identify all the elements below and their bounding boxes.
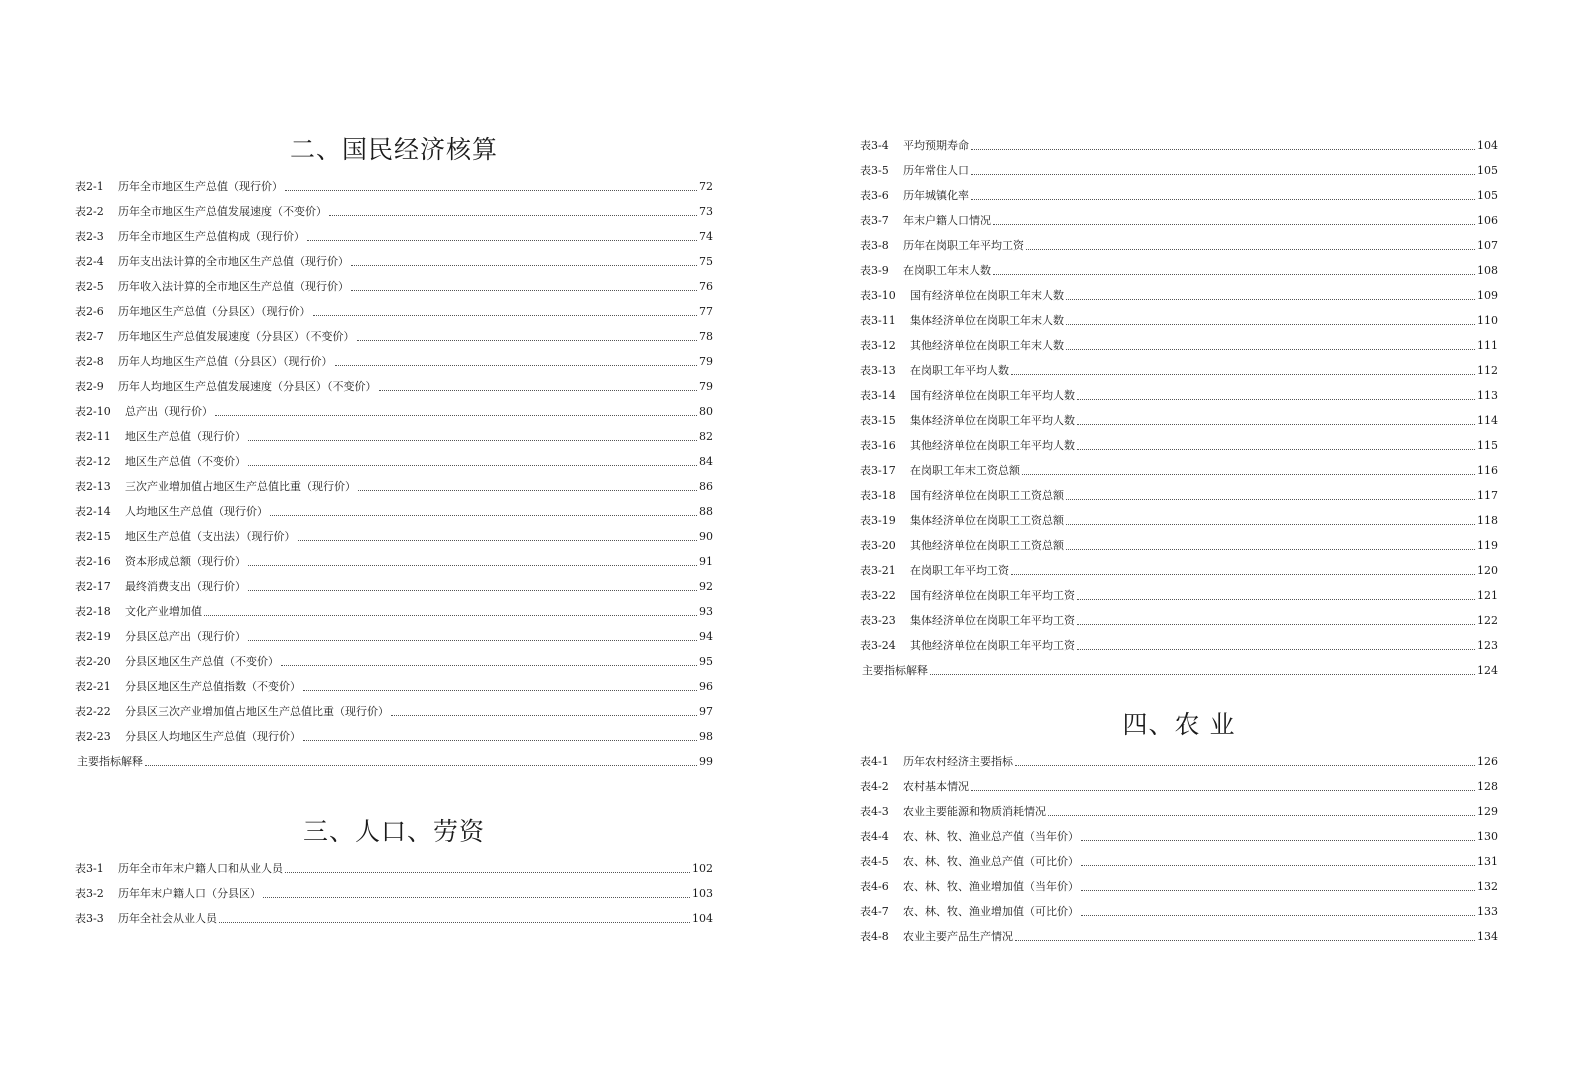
toc-entry[interactable]	[75, 420, 713, 445]
page-number: 97	[699, 705, 713, 718]
dot-leader	[307, 240, 697, 241]
table-number: 表2-20	[75, 655, 111, 668]
page-number: 99	[699, 755, 713, 768]
entry-title: 文化产业增加值	[125, 605, 202, 618]
toc-entry[interactable]	[860, 529, 1498, 554]
dot-leader	[1066, 499, 1475, 500]
table-number: 表3-12	[860, 339, 896, 352]
table-number: 表2-4	[75, 255, 104, 268]
entry-title: 年末户籍人口情况	[903, 214, 991, 227]
toc-entry[interactable]	[860, 304, 1498, 329]
page-number: 118	[1477, 514, 1498, 527]
entry-title: 主要指标解释	[862, 664, 928, 677]
dot-leader	[1015, 765, 1475, 766]
dot-leader	[1022, 474, 1475, 475]
toc-entry[interactable]	[860, 504, 1498, 529]
dot-leader	[1081, 840, 1475, 841]
toc-entry[interactable]	[75, 695, 713, 720]
dot-leader	[204, 615, 697, 616]
table-number: 表3-21	[860, 564, 896, 577]
table-number: 表4-1	[860, 755, 889, 768]
table-number: 表3-4	[860, 139, 889, 152]
page-number: 76	[699, 280, 713, 293]
entry-title: 平均预期寿命	[903, 139, 969, 152]
dot-leader	[1077, 424, 1475, 425]
dot-leader	[1066, 349, 1475, 350]
entry-title: 历年人均地区生产总值发展速度（分县区）（不变价）	[118, 380, 377, 393]
entry-title: 主要指标解释	[77, 755, 143, 768]
page-number: 96	[699, 680, 713, 693]
dot-leader	[1048, 815, 1475, 816]
dot-leader	[285, 190, 697, 191]
table-number: 表3-10	[860, 289, 896, 302]
page-number: 102	[692, 862, 713, 875]
page-number: 122	[1477, 614, 1498, 627]
dot-leader	[351, 290, 697, 291]
page-number: 133	[1477, 905, 1498, 918]
toc-list	[75, 852, 713, 927]
toc-list	[860, 129, 1498, 679]
entry-title: 在岗职工年末人数	[903, 264, 991, 277]
table-number: 表3-7	[860, 214, 889, 227]
dot-leader	[248, 640, 697, 641]
toc-entry[interactable]	[860, 229, 1498, 254]
toc-entry[interactable]	[75, 170, 713, 195]
entry-title: 其他经济单位在岗职工年末人数	[910, 339, 1064, 352]
entry-title: 历年全市地区生产总值发展速度（不变价）	[118, 205, 327, 218]
dot-leader	[270, 515, 697, 516]
dot-leader	[1066, 324, 1475, 325]
dot-leader	[303, 740, 697, 741]
table-number: 表3-22	[860, 589, 896, 602]
dot-leader	[1015, 940, 1475, 941]
entry-title: 集体经济单位在岗职工工资总额	[910, 514, 1064, 527]
table-number: 表3-13	[860, 364, 896, 377]
toc-entry[interactable]	[860, 379, 1498, 404]
page-number: 130	[1477, 830, 1498, 843]
toc-list	[860, 745, 1498, 945]
page-number: 92	[699, 580, 713, 593]
toc-list	[75, 170, 713, 770]
entry-title: 历年年末户籍人口（分县区）	[118, 887, 261, 900]
entry-title: 其他经济单位在岗职工工资总额	[910, 539, 1064, 552]
entry-title: 农、林、牧、渔业总产值（可比价）	[903, 855, 1079, 868]
dot-leader	[281, 665, 697, 666]
page-number: 94	[699, 630, 713, 643]
entry-title: 分县区三次产业增加值占地区生产总值比重（现行价）	[125, 705, 389, 718]
dot-leader	[285, 872, 690, 873]
entry-title: 历年支出法计算的全市地区生产总值（现行价）	[118, 255, 349, 268]
dot-leader	[335, 365, 698, 366]
dot-leader	[971, 790, 1475, 791]
table-number: 表3-20	[860, 539, 896, 552]
entry-title: 历年全市地区生产总值（现行价）	[118, 180, 283, 193]
toc-entry[interactable]	[75, 220, 713, 245]
table-number: 表2-14	[75, 505, 111, 518]
table-number: 表3-18	[860, 489, 896, 502]
table-number: 表2-12	[75, 455, 111, 468]
page-number: 126	[1477, 755, 1498, 768]
toc-entry[interactable]	[75, 902, 713, 927]
toc-entry[interactable]	[75, 245, 713, 270]
page-number: 119	[1477, 539, 1498, 552]
toc-entry[interactable]	[860, 479, 1498, 504]
entry-title: 历年常住人口	[903, 164, 969, 177]
toc-entry[interactable]	[75, 645, 713, 670]
entry-title: 其他经济单位在岗职工年平均人数	[910, 439, 1075, 452]
page-number: 79	[699, 380, 713, 393]
toc-entry[interactable]	[860, 579, 1498, 604]
section-agriculture	[860, 705, 1498, 945]
entry-title: 分县区地区生产总值指数（不变价）	[125, 680, 301, 693]
page-number: 134	[1477, 930, 1498, 943]
dot-leader	[1026, 249, 1475, 250]
entry-title: 分县区人均地区生产总值（现行价）	[125, 730, 301, 743]
page-number: 129	[1477, 805, 1498, 818]
page-number: 78	[699, 330, 713, 343]
dot-leader	[391, 715, 697, 716]
table-number: 表3-8	[860, 239, 889, 252]
table-number: 表2-18	[75, 605, 111, 618]
table-number: 表3-15	[860, 414, 896, 427]
toc-entry[interactable]	[860, 454, 1498, 479]
dot-leader	[1066, 299, 1475, 300]
table-number: 表2-3	[75, 230, 104, 243]
toc-entry[interactable]	[860, 604, 1498, 629]
toc-entry[interactable]	[75, 720, 713, 745]
table-number: 表2-23	[75, 730, 111, 743]
page-number: 109	[1477, 289, 1498, 302]
entry-title: 历年人均地区生产总值（分县区）（现行价）	[118, 355, 333, 368]
toc-entry[interactable]	[75, 620, 713, 645]
page-number: 132	[1477, 880, 1498, 893]
dot-leader	[971, 174, 1475, 175]
dot-leader	[1081, 890, 1475, 891]
page-number: 84	[699, 455, 713, 468]
table-number: 表4-8	[860, 930, 889, 943]
page-number: 73	[699, 205, 713, 218]
entry-title: 分县区地区生产总值（不变价）	[125, 655, 279, 668]
toc-entry[interactable]	[75, 270, 713, 295]
table-number: 表2-16	[75, 555, 111, 568]
toc-entry[interactable]	[75, 570, 713, 595]
entry-title: 集体经济单位在岗职工年末人数	[910, 314, 1064, 327]
page-number: 116	[1477, 464, 1498, 477]
toc-entry[interactable]	[75, 370, 713, 395]
entry-title: 在岗职工年末工资总额	[910, 464, 1020, 477]
toc-entry[interactable]	[860, 920, 1498, 945]
dot-leader	[379, 390, 698, 391]
page-number: 115	[1477, 439, 1498, 452]
dot-leader	[329, 215, 697, 216]
entry-title: 历年全社会从业人员	[118, 912, 217, 925]
table-number: 表2-7	[75, 330, 104, 343]
entry-title: 分县区总产出（现行价）	[125, 630, 246, 643]
toc-entry[interactable]	[75, 195, 713, 220]
entry-title: 国有经济单位在岗职工年平均人数	[910, 389, 1075, 402]
page-number: 103	[692, 887, 713, 900]
dot-leader	[303, 690, 697, 691]
section-population-labor-continued	[860, 129, 1498, 679]
page-number: 128	[1477, 780, 1498, 793]
section-title: 二、国民经济核算	[289, 135, 498, 164]
toc-entry[interactable]	[860, 845, 1498, 870]
toc-entry[interactable]	[75, 595, 713, 620]
entry-title: 三次产业增加值占地区生产总值比重（现行价）	[125, 480, 356, 493]
toc-entry[interactable]	[75, 345, 713, 370]
entry-title: 国有经济单位在岗职工年末人数	[910, 289, 1064, 302]
page-number: 93	[699, 605, 713, 618]
toc-entry[interactable]	[860, 404, 1498, 429]
toc-entry[interactable]	[75, 545, 713, 570]
dot-leader	[1077, 449, 1475, 450]
table-number: 表2-21	[75, 680, 111, 693]
section-title: 四、农 业	[1122, 710, 1236, 739]
table-number: 表2-2	[75, 205, 104, 218]
table-number: 表3-11	[860, 314, 896, 327]
toc-entry[interactable]	[860, 354, 1498, 379]
dot-leader	[145, 765, 697, 766]
table-number: 表4-3	[860, 805, 889, 818]
page-number: 131	[1477, 855, 1498, 868]
page-number: 121	[1477, 589, 1498, 602]
table-number: 表3-9	[860, 264, 889, 277]
dot-leader	[219, 922, 690, 923]
table-number: 表3-24	[860, 639, 896, 652]
dot-leader	[993, 274, 1475, 275]
dot-leader	[248, 565, 697, 566]
toc-entry[interactable]	[75, 852, 713, 877]
section-title: 三、人口、劳资	[302, 817, 485, 846]
entry-title: 历年收入法计算的全市地区生产总值（现行价）	[118, 280, 349, 293]
entry-title: 资本形成总额（现行价）	[125, 555, 246, 568]
page-number: 112	[1477, 364, 1498, 377]
page-number: 114	[1477, 414, 1498, 427]
entry-title: 历年地区生产总值（分县区）（现行价）	[118, 305, 311, 318]
toc-entry[interactable]	[860, 129, 1498, 154]
page-number: 113	[1477, 389, 1498, 402]
entry-title: 历年在岗职工年平均工资	[903, 239, 1024, 252]
section-population-labor	[75, 812, 713, 927]
entry-title: 历年全市年末户籍人口和从业人员	[118, 862, 283, 875]
dot-leader	[971, 199, 1475, 200]
dot-leader	[351, 265, 697, 266]
toc-entry[interactable]	[75, 495, 713, 520]
table-number: 表2-22	[75, 705, 111, 718]
dot-leader	[263, 897, 690, 898]
toc-entry[interactable]	[860, 629, 1498, 654]
toc-entry[interactable]	[75, 445, 713, 470]
table-number: 表3-23	[860, 614, 896, 627]
page-number: 77	[699, 305, 713, 318]
toc-entry[interactable]	[75, 520, 713, 545]
dot-leader	[971, 149, 1475, 150]
page-number: 90	[699, 530, 713, 543]
entry-title: 农、林、牧、渔业增加值（可比价）	[903, 905, 1079, 918]
toc-entry[interactable]	[75, 670, 713, 695]
entry-title: 在岗职工年平均工资	[910, 564, 1009, 577]
page-number: 120	[1477, 564, 1498, 577]
entry-title: 在岗职工年平均人数	[910, 364, 1009, 377]
table-number: 表2-9	[75, 380, 104, 393]
table-number: 表2-17	[75, 580, 111, 593]
dot-leader	[1066, 549, 1475, 550]
table-number: 表3-16	[860, 439, 896, 452]
page-number: 107	[1477, 239, 1498, 252]
entry-title: 最终消费支出（现行价）	[125, 580, 246, 593]
entry-title: 总产出（现行价）	[125, 405, 213, 418]
entry-title: 农村基本情况	[903, 780, 969, 793]
toc-entry[interactable]	[860, 870, 1498, 895]
table-number: 表2-6	[75, 305, 104, 318]
entry-title: 农业主要能源和物质消耗情况	[903, 805, 1046, 818]
toc-entry[interactable]	[860, 179, 1498, 204]
table-number: 表3-3	[75, 912, 104, 925]
table-number: 表4-7	[860, 905, 889, 918]
toc-entry[interactable]	[860, 204, 1498, 229]
table-number: 表2-11	[75, 430, 111, 443]
dot-leader	[313, 315, 698, 316]
table-number: 表2-1	[75, 180, 104, 193]
page-number: 88	[699, 505, 713, 518]
entry-title: 地区生产总值（现行价）	[125, 430, 246, 443]
dot-leader	[1011, 374, 1475, 375]
toc-entry[interactable]	[75, 877, 713, 902]
page-number: 104	[1477, 139, 1498, 152]
page-number: 95	[699, 655, 713, 668]
entry-title: 人均地区生产总值（现行价）	[125, 505, 268, 518]
page-number: 98	[699, 730, 713, 743]
page-number: 124	[1477, 664, 1498, 677]
table-number: 表4-6	[860, 880, 889, 893]
dot-leader	[1077, 649, 1475, 650]
page-number: 105	[1477, 189, 1498, 202]
dot-leader	[1077, 399, 1475, 400]
table-number: 表2-10	[75, 405, 111, 418]
toc-entry[interactable]	[75, 295, 713, 320]
entry-title: 集体经济单位在岗职工年平均工资	[910, 614, 1075, 627]
page-number: 111	[1477, 339, 1498, 352]
table-number: 表4-2	[860, 780, 889, 793]
entry-title: 农、林、牧、渔业增加值（当年价）	[903, 880, 1079, 893]
dot-leader	[993, 224, 1475, 225]
table-number: 表4-5	[860, 855, 889, 868]
table-number: 表4-4	[860, 830, 889, 843]
dot-leader	[248, 440, 697, 441]
toc-entry[interactable]	[860, 654, 1498, 679]
page-number: 110	[1477, 314, 1498, 327]
dot-leader	[1081, 865, 1475, 866]
entry-title: 历年城镇化率	[903, 189, 969, 202]
page-number: 123	[1477, 639, 1498, 652]
dot-leader	[1066, 524, 1475, 525]
table-number: 表2-13	[75, 480, 111, 493]
toc-entry[interactable]	[860, 279, 1498, 304]
entry-title: 历年地区生产总值发展速度（分县区）（不变价）	[118, 330, 355, 343]
table-number: 表3-17	[860, 464, 896, 477]
page-number: 75	[699, 255, 713, 268]
table-number: 表2-15	[75, 530, 111, 543]
toc-entry[interactable]	[860, 745, 1498, 770]
page-number: 86	[699, 480, 713, 493]
dot-leader	[248, 465, 697, 466]
dot-leader	[215, 415, 697, 416]
section-national-accounts	[75, 130, 713, 770]
toc-entry[interactable]	[860, 429, 1498, 454]
dot-leader	[358, 490, 697, 491]
entry-title: 集体经济单位在岗职工年平均人数	[910, 414, 1075, 427]
toc-entry[interactable]	[860, 154, 1498, 179]
entry-title: 其他经济单位在岗职工年平均工资	[910, 639, 1075, 652]
toc-entry[interactable]	[860, 554, 1498, 579]
toc-entry[interactable]	[75, 470, 713, 495]
dot-leader	[248, 590, 697, 591]
entry-title: 地区生产总值（支出法）（现行价）	[125, 530, 296, 543]
toc-entry[interactable]	[860, 254, 1498, 279]
toc-entry[interactable]	[860, 795, 1498, 820]
toc-entry[interactable]	[860, 820, 1498, 845]
toc-entry[interactable]	[860, 770, 1498, 795]
table-number: 表3-5	[860, 164, 889, 177]
table-number: 表2-19	[75, 630, 111, 643]
table-number: 表3-14	[860, 389, 896, 402]
page-number: 72	[699, 180, 713, 193]
dot-leader	[930, 674, 1475, 675]
dot-leader	[1011, 574, 1475, 575]
table-number: 表3-6	[860, 189, 889, 202]
dot-leader	[298, 540, 698, 541]
page-number: 105	[1477, 164, 1498, 177]
entry-title: 国有经济单位在岗职工工资总额	[910, 489, 1064, 502]
page-number: 80	[699, 405, 713, 418]
page-number: 117	[1477, 489, 1498, 502]
table-number: 表2-5	[75, 280, 104, 293]
entry-title: 农业主要产品生产情况	[903, 930, 1013, 943]
table-number: 表3-1	[75, 862, 104, 875]
dot-leader	[357, 340, 698, 341]
table-number: 表2-8	[75, 355, 104, 368]
page-number: 104	[692, 912, 713, 925]
dot-leader	[1081, 915, 1475, 916]
page-number: 108	[1477, 264, 1498, 277]
page-number: 82	[699, 430, 713, 443]
toc-entry[interactable]	[860, 895, 1498, 920]
entry-title: 地区生产总值（不变价）	[125, 455, 246, 468]
dot-leader	[1077, 599, 1475, 600]
table-number: 表3-19	[860, 514, 896, 527]
toc-entry[interactable]	[860, 329, 1498, 354]
page-number: 79	[699, 355, 713, 368]
toc-entry[interactable]	[75, 395, 713, 420]
toc-entry[interactable]	[75, 320, 713, 345]
entry-title: 国有经济单位在岗职工年平均工资	[910, 589, 1075, 602]
page-number: 106	[1477, 214, 1498, 227]
table-number: 表3-2	[75, 887, 104, 900]
entry-title: 农、林、牧、渔业总产值（当年价）	[903, 830, 1079, 843]
entry-title: 历年全市地区生产总值构成（现行价）	[118, 230, 305, 243]
page-number: 91	[699, 555, 713, 568]
entry-title: 历年农村经济主要指标	[903, 755, 1013, 768]
toc-entry[interactable]	[75, 745, 713, 770]
page-number: 74	[699, 230, 713, 243]
dot-leader	[1077, 624, 1475, 625]
